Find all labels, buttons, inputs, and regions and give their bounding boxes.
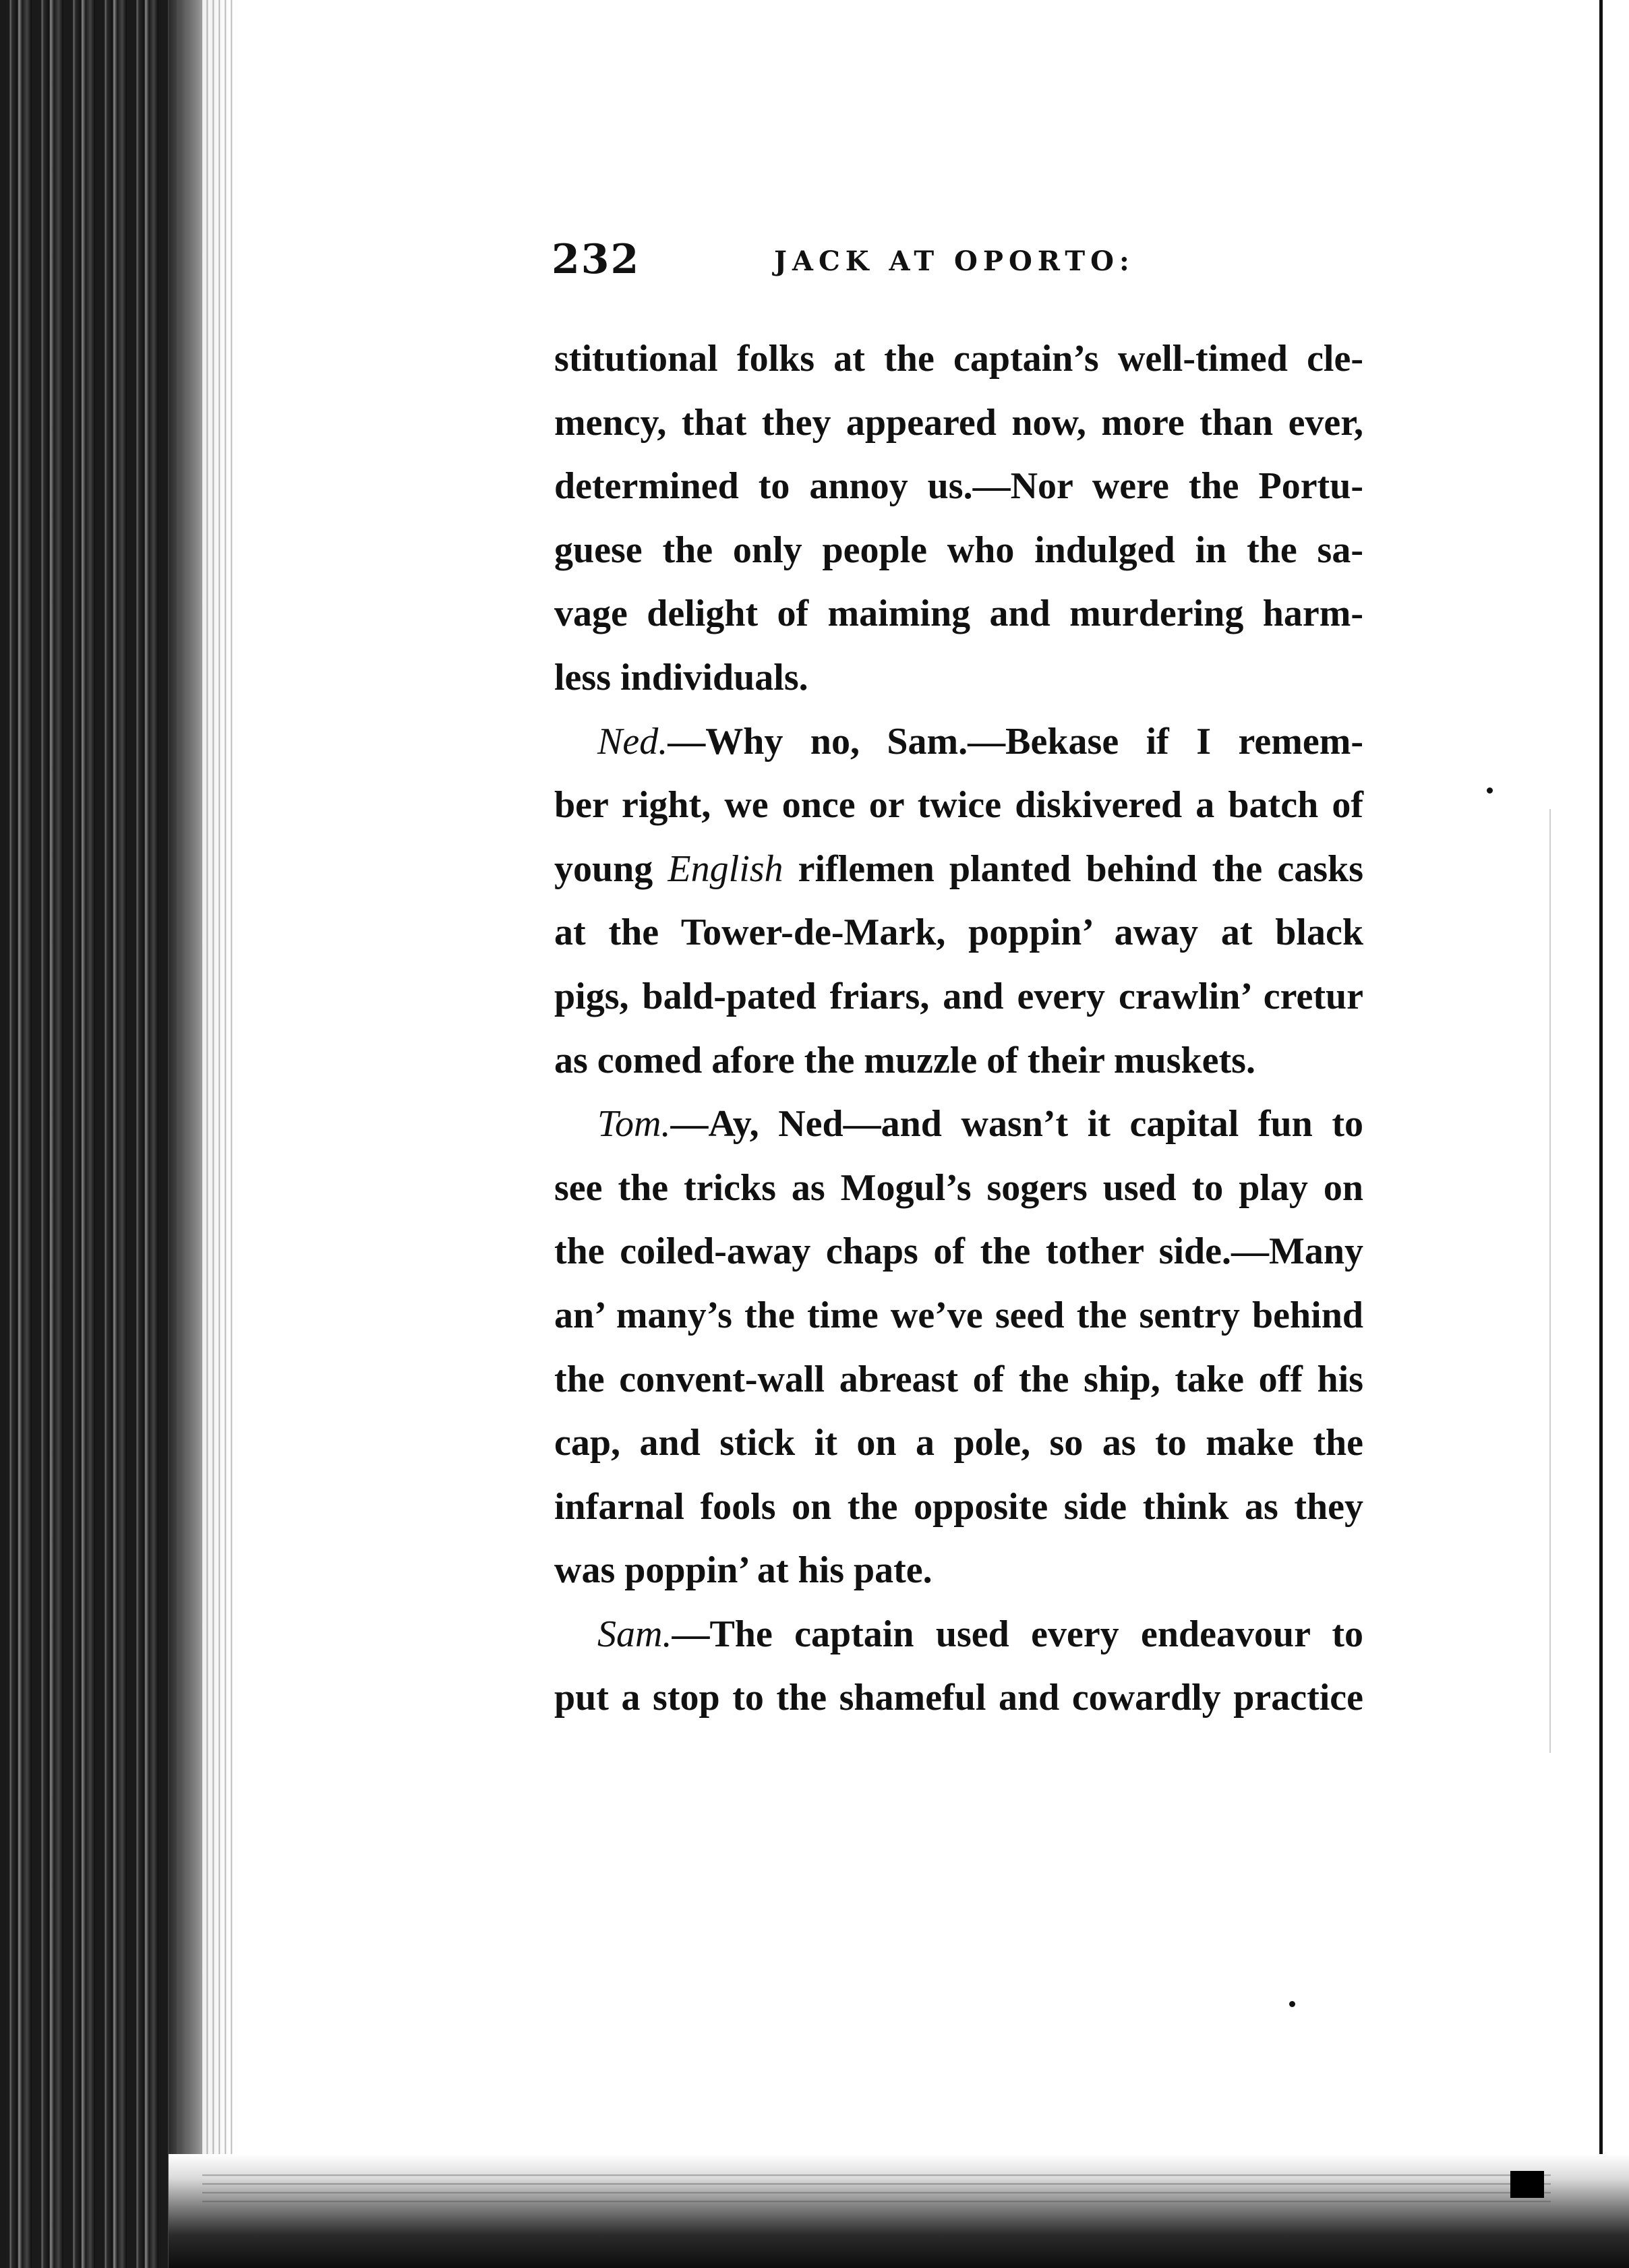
right-page-edge — [1599, 0, 1603, 2225]
text-line: cap, and stick it on a pole, so as to make the — [554, 1422, 1363, 1464]
scan-speck — [1487, 787, 1493, 794]
text-span: riflemen planted behind the casks — [783, 847, 1363, 890]
text-line — [554, 837, 1363, 901]
right-margin-shadow — [1549, 809, 1551, 1753]
speaker-name: Ned. — [597, 720, 668, 763]
text-span: young — [554, 847, 668, 890]
text-line: the convent-wall abreast of the ship, take off his — [554, 1358, 1363, 1400]
text-line: an’ many’s the time we’ve seed the sentry behind — [554, 1294, 1363, 1336]
scan-speck — [1289, 2001, 1295, 2007]
page-number: 232 — [552, 236, 641, 283]
text-line: mency, that they appeared now, more than ever, — [554, 401, 1363, 444]
text-line: pigs, bald-pated friars, and every crawlin’ cretur — [554, 975, 1363, 1017]
dialogue-text: —Why no, Sam.—Bekase if I remem- — [668, 720, 1363, 763]
text-line: the coiled-away chaps of the tother side.—Many — [554, 1230, 1363, 1273]
text-line: see the tricks as Mogul’s sogers used to play on — [554, 1166, 1363, 1209]
text-line: put a stop to the shameful and cowardly practice — [554, 1677, 1363, 1719]
bottom-page-stack — [202, 2168, 1551, 2208]
text-line: guese the only people who indulged in the sa- — [554, 529, 1363, 571]
dialogue-line — [554, 710, 1363, 774]
page-header — [0, 236, 1629, 290]
dialogue-line — [554, 1603, 1363, 1667]
scan-artifact — [1510, 2171, 1544, 2198]
text-line: stitutional folks at the captain’s well-timed cle- — [554, 338, 1363, 380]
dialogue-text: —Ay, Ned—and wasn’t it capital fun to — [670, 1103, 1363, 1145]
text-line: at the Tower-de-Mark, poppin’ away at black — [554, 912, 1363, 954]
text-line: ber right, we once or twice diskivered a batch of — [554, 784, 1363, 827]
text-line: infarnal fools on the opposite side think as they — [554, 1485, 1363, 1528]
italic-word: English — [668, 847, 783, 890]
speaker-name: Tom. — [597, 1103, 671, 1145]
dialogue-line — [554, 1092, 1363, 1156]
dialogue-text: —The captain used every endeavour to — [672, 1613, 1363, 1655]
page-body — [554, 327, 1363, 1730]
text-line: vage delight of maiming and murdering harm- — [554, 593, 1363, 635]
text-line: was poppin’ at his pate. — [554, 1549, 932, 1592]
text-line: as comed afore the muzzle of their muskets. — [554, 1039, 1255, 1081]
speaker-name: Sam. — [597, 1613, 672, 1655]
page-stack-edges — [202, 0, 233, 2225]
running-head: JACK AT OPORTO: — [774, 245, 1135, 277]
text-line: determined to annoy us.—Nor were the Portu- — [554, 465, 1363, 508]
text-line: less individuals. — [554, 656, 808, 698]
